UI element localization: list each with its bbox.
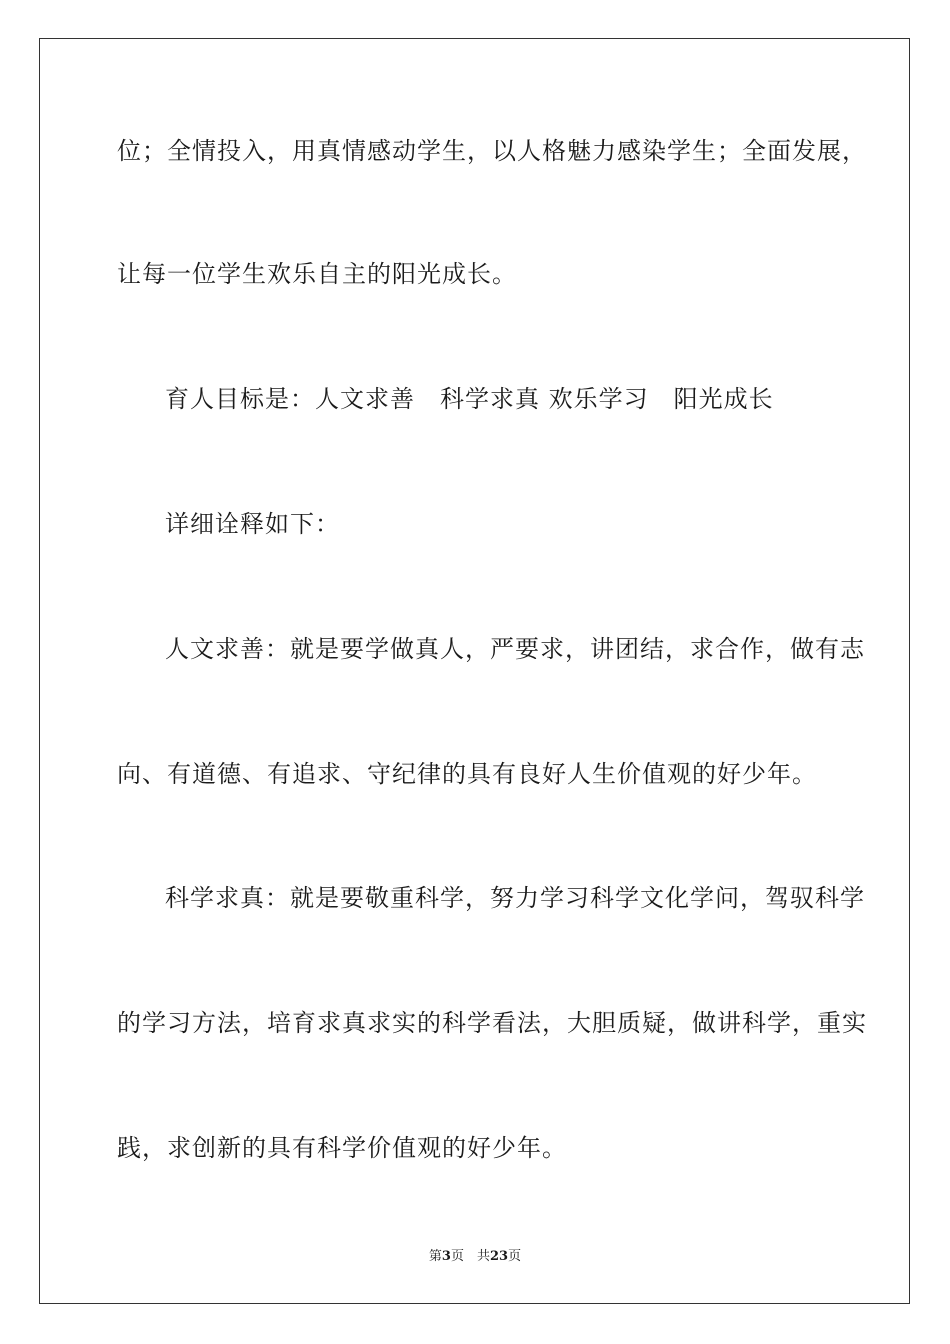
body-line-2: 让每一位学生欢乐自主的阳光成长。 [117, 260, 517, 288]
education-goal-line: 育人目标是：人文求善 科学求真 欢乐学习 阳光成长 [165, 385, 774, 413]
body-line-8: 的学习方法，培育求真求实的科学看法，大胆质疑，做讲科学，重实 [117, 1009, 867, 1037]
body-line-9: 践，求创新的具有科学价值观的好少年。 [117, 1134, 567, 1162]
footer-page-number: 3 [441, 1249, 451, 1264]
footer-total-suffix: 页 [508, 1249, 522, 1264]
body-line-6: 向、有道德、有追求、守纪律的具有良好人生价值观的好少年。 [117, 760, 817, 788]
body-line-1: 位；全情投入，用真情感动学生，以人格魅力感染学生；全面发展， [117, 137, 867, 165]
footer-page-prefix: 第 [428, 1249, 442, 1264]
page-footer [0, 1248, 950, 1266]
footer-page-suffix: 页 共 [450, 1249, 490, 1264]
body-line-5: 人文求善：就是要学做真人，严要求，讲团结，求合作，做有志 [165, 635, 865, 663]
footer-total-pages: 23 [489, 1249, 509, 1264]
page-border [39, 38, 910, 1304]
body-line-7: 科学求真：就是要敬重科学，努力学习科学文化学问，驾驭科学 [165, 884, 865, 912]
explanation-intro-line: 详细诠释如下： [165, 510, 340, 538]
